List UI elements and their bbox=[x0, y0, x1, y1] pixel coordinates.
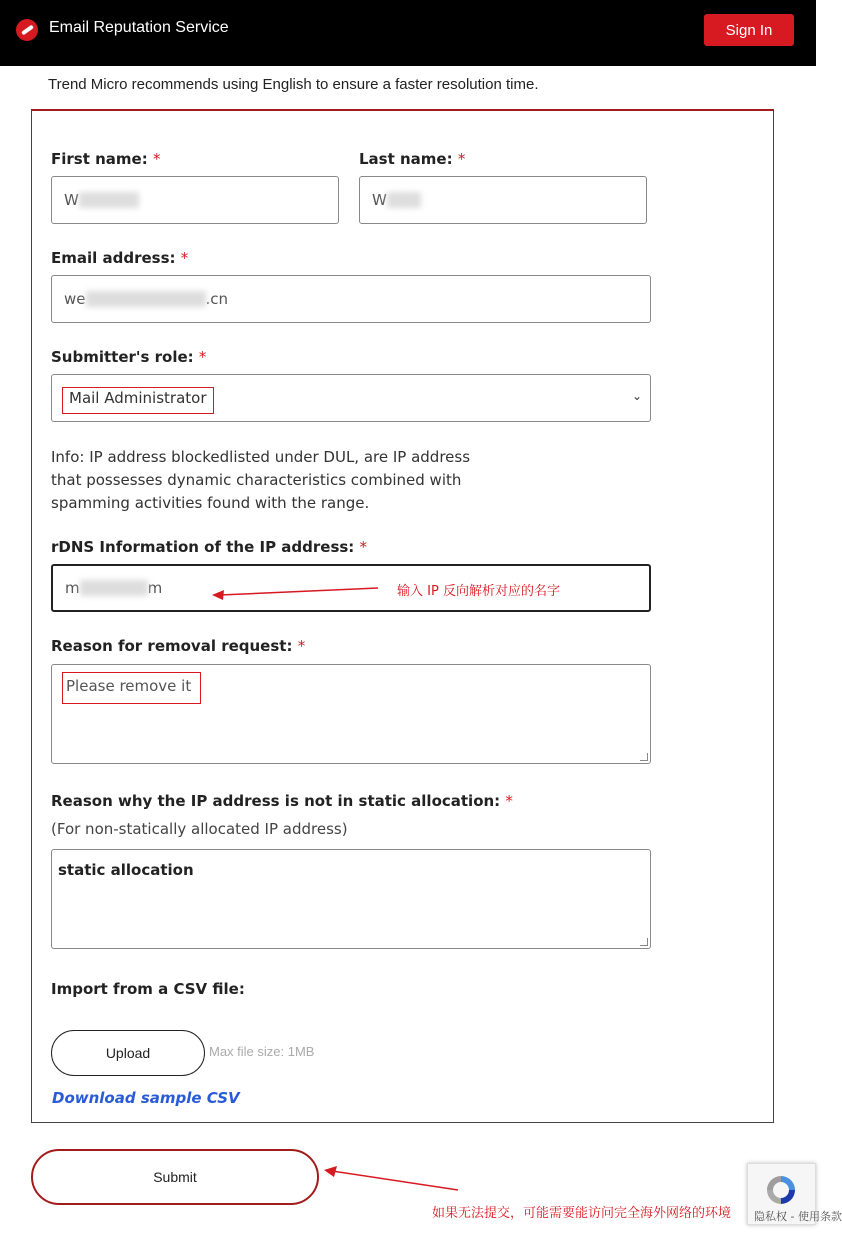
language-notice: Trend Micro recommends using English to ensure a faster resolution time. bbox=[48, 76, 539, 93]
annotation-arrow-icon bbox=[322, 1164, 462, 1194]
redacted-text bbox=[80, 580, 148, 596]
required-marker: * bbox=[198, 348, 207, 366]
redacted-text bbox=[387, 192, 421, 208]
removal-reason-label: Reason for removal request: * bbox=[51, 637, 306, 655]
max-file-size-text: Max file size: 1MB bbox=[209, 1044, 315, 1059]
upload-button[interactable]: Upload bbox=[51, 1030, 205, 1076]
submit-button[interactable]: Submit bbox=[31, 1149, 319, 1205]
first-name-label: First name: * bbox=[51, 150, 161, 168]
csv-import-label: Import from a CSV file: bbox=[51, 980, 245, 998]
chevron-down-icon: ⌄ bbox=[631, 389, 642, 403]
top-bar bbox=[0, 0, 816, 66]
static-reason-textarea[interactable]: static allocation bbox=[51, 849, 651, 949]
static-reason-label: Reason why the IP address is not in static allocation: * bbox=[51, 792, 513, 810]
redacted-text bbox=[79, 192, 139, 208]
highlight-box bbox=[62, 387, 214, 414]
last-name-label: Last name: * bbox=[359, 150, 466, 168]
recaptcha-icon bbox=[763, 1172, 799, 1208]
removal-reason-textarea[interactable]: Please remove it bbox=[51, 664, 651, 764]
last-name-field[interactable]: W bbox=[359, 176, 647, 224]
recaptcha-badge[interactable] bbox=[747, 1163, 842, 1225]
required-marker: * bbox=[152, 150, 161, 168]
role-label: Submitter's role: * bbox=[51, 348, 207, 366]
resize-handle-icon[interactable] bbox=[640, 938, 648, 946]
download-sample-csv-link[interactable]: Download sample CSV bbox=[52, 1089, 240, 1107]
email-field[interactable]: we .cn bbox=[51, 275, 651, 323]
submit-annotation: 如果无法提交，可能需要能访问完全海外网络的环境 bbox=[432, 1206, 732, 1221]
annotation-arrow-icon bbox=[210, 584, 380, 600]
redacted-text bbox=[86, 291, 206, 307]
static-reason-hint: (For non-statically allocated IP address) bbox=[51, 820, 348, 838]
app-title: Email Reputation Service bbox=[49, 19, 229, 36]
first-name-field[interactable]: W bbox=[51, 176, 339, 224]
required-marker: * bbox=[180, 249, 189, 267]
required-marker: * bbox=[457, 150, 466, 168]
role-selected-value: Mail Administrator bbox=[69, 389, 207, 407]
sign-in-button[interactable]: Sign In bbox=[704, 14, 794, 46]
required-marker: * bbox=[297, 637, 306, 655]
highlight-box bbox=[62, 672, 201, 704]
dul-info-text: Info: IP address blockedlisted under DUL, are IP address that possesses dynamic characteristics combined with spamming activities found with the range. bbox=[51, 448, 471, 512]
rdns-label: rDNS Information of the IP address: * bbox=[51, 538, 368, 556]
rdns-field[interactable]: m m bbox=[51, 564, 651, 612]
required-marker: * bbox=[505, 792, 513, 810]
trend-micro-logo-icon bbox=[16, 19, 38, 41]
recaptcha-privacy-terms[interactable]: 隐私权 - 使用条款 bbox=[754, 1210, 842, 1223]
email-label: Email address: * bbox=[51, 249, 189, 267]
rdns-annotation: 输入 IP 反向解析对应的名字 bbox=[397, 584, 560, 599]
required-marker: * bbox=[359, 538, 368, 556]
resize-handle-icon[interactable] bbox=[640, 753, 648, 761]
